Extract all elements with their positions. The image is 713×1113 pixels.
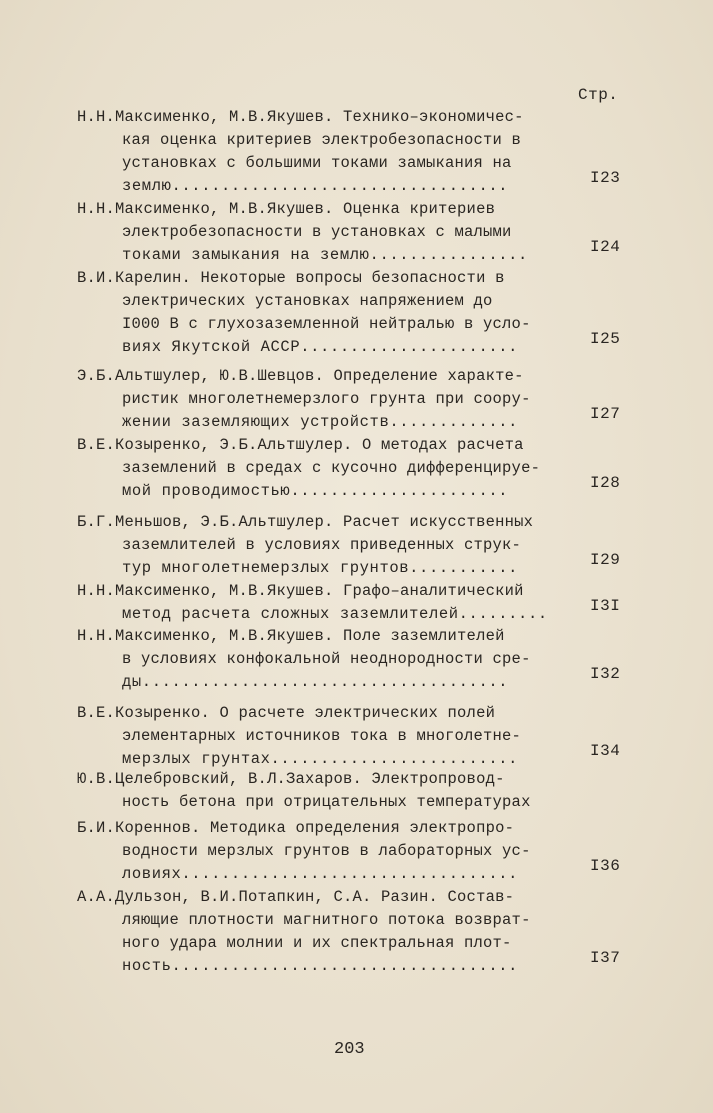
entry-page-number: I23 bbox=[590, 169, 621, 187]
entry-continuation-line: кая оценка критериев электробезопасности в bbox=[122, 131, 522, 149]
entry-page-number: I27 bbox=[590, 405, 621, 423]
entry-continuation-line: электрических установках напряжением до bbox=[122, 292, 493, 310]
entry-title-line: Э.Б.Альтшулер, Ю.В.Шевцов. Определение характе- bbox=[77, 367, 524, 385]
entry-continuation-line: в условиях конфокальной неоднородности сре- bbox=[122, 650, 531, 668]
entry-continuation-line: водности мерзлых грунтов в лабораторных ус- bbox=[122, 842, 531, 860]
entry-continuation-line: заземлителей в условиях приведенных струк- bbox=[122, 536, 522, 554]
entry-continuation-line: заземлений в средах с кусочно дифференцируе- bbox=[122, 459, 541, 477]
entry-continuation-line: ристик многолетнемерзлого грунта при соору- bbox=[122, 390, 531, 408]
entry-continuation-line: электробезопасности в установках с малыми bbox=[122, 223, 512, 241]
entry-continuation-line: ляющие плотности магнитного потока возврат- bbox=[122, 911, 531, 929]
entry-title-line: А.А.Дульзон, В.И.Потапкин, С.А. Разин. Состав- bbox=[77, 888, 515, 906]
entry-page-number: I24 bbox=[590, 238, 621, 256]
entry-title-line: Ю.В.Целебровский, В.Л.Захаров. Электропровод- bbox=[77, 770, 505, 788]
entry-title-line: Б.Г.Меньшов, Э.Б.Альтшулер. Расчет искусственных bbox=[77, 513, 534, 531]
entry-continuation-line: мой проводимостью...................... bbox=[122, 482, 509, 500]
page-column-header: Стр. bbox=[578, 86, 619, 104]
entry-continuation-line: виях Якутской АССР...................... bbox=[122, 338, 519, 356]
entry-title-line: Б.И.Кореннов. Методика определения электропро- bbox=[77, 819, 515, 837]
entry-continuation-line: ды..................................... bbox=[122, 673, 509, 691]
entry-page-number: I32 bbox=[590, 665, 621, 683]
entry-page-number: I37 bbox=[590, 949, 621, 967]
entry-continuation-line: жении заземляющих устройств............. bbox=[122, 413, 519, 431]
entry-continuation-line: ность................................... bbox=[122, 957, 519, 975]
entry-continuation-line: землю.................................. bbox=[122, 177, 509, 195]
entry-page-number: I3I bbox=[590, 597, 621, 615]
entry-continuation-line: тур многолетнемерзлых грунтов........... bbox=[122, 559, 519, 577]
entry-title-line: В.И.Карелин. Некоторые вопросы безопасности в bbox=[77, 269, 505, 287]
entry-continuation-line: элементарных источников тока в многолетне- bbox=[122, 727, 522, 745]
entry-title-line: В.Е.Козыренко. О расчете электрических полей bbox=[77, 704, 496, 722]
entry-title-line: Н.Н.Максименко, М.В.Якушев. Оценка критериев bbox=[77, 200, 496, 218]
entry-title-line: В.Е.Козыренко, Э.Б.Альтшулер. О методах расчета bbox=[77, 436, 524, 454]
entry-continuation-line: ность бетона при отрицательных температурах bbox=[122, 793, 531, 811]
entry-continuation-line: I000 В с глухозаземленной нейтралью в усло- bbox=[122, 315, 531, 333]
entry-page-number: I29 bbox=[590, 551, 621, 569]
entry-page-number: I25 bbox=[590, 330, 621, 348]
entry-page-number: I36 bbox=[590, 857, 621, 875]
entry-continuation-line: установках с большими токами замыкания на bbox=[122, 154, 512, 172]
entry-continuation-line: метод расчета сложных заземлителей......... bbox=[122, 605, 548, 623]
entry-continuation-line: ловиях.................................. bbox=[122, 865, 519, 883]
entry-page-number: I34 bbox=[590, 742, 621, 760]
entry-title-line: Н.Н.Максименко, М.В.Якушев. Графо–аналитический bbox=[77, 582, 524, 600]
entry-title-line: Н.Н.Максименко, М.В.Якушев. Технико–экономичес- bbox=[77, 108, 524, 126]
page-number: 203 bbox=[334, 1040, 365, 1059]
entry-page-number: I28 bbox=[590, 474, 621, 492]
entry-continuation-line: токами замыкания на землю................ bbox=[122, 246, 528, 264]
entry-title-line: Н.Н.Максименко, М.В.Якушев. Поле заземлителей bbox=[77, 627, 505, 645]
entry-continuation-line: мерзлых грунтах......................... bbox=[122, 750, 519, 768]
entry-continuation-line: ного удара молнии и их спектральная плот- bbox=[122, 934, 512, 952]
